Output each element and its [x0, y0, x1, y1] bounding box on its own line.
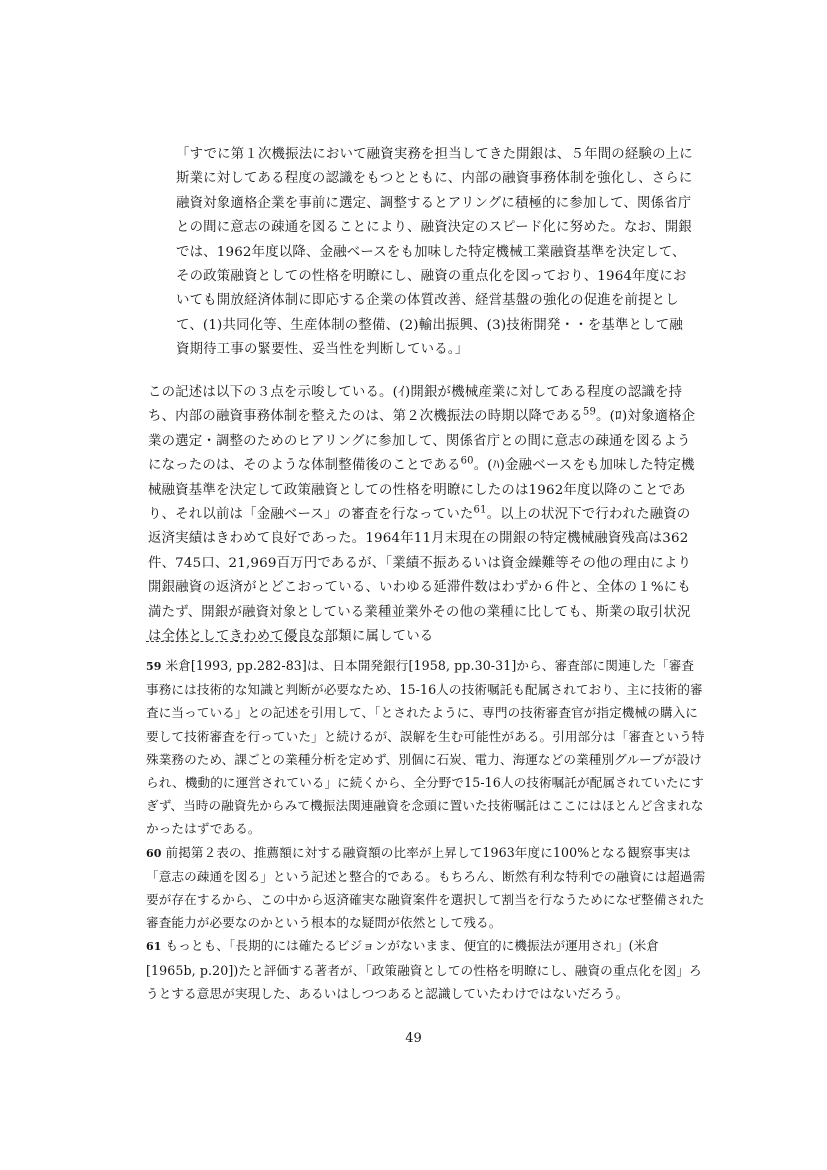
- body-text-part-4: 。以上の状況下で行われた融資の返済実績はきわめて良好であった。1964年11月末現在の開銀の特定機械融資残高は362件、745口、21,969百万円であるが、「業績不振あるいは資金繰難等その他の理由により開銀融資の返済がとどこおっている、いわゆる延滞件数はわずか６件と、全体の１%にも満たず、開銀が融資対象としている業種並業外その他の業種に比しても、斯業の取引状況は全体としてきわめて優良な部類に属している: [148, 507, 692, 645]
- footnotes: [146, 654, 706, 1005]
- footnote-59: [146, 654, 706, 841]
- footnote-ref-60[interactable]: 60: [460, 455, 474, 467]
- footnote-ref-61[interactable]: 61: [473, 504, 487, 516]
- footnote-text: 前掲第２表の、推薦額に対する融資額の比率が上昇して1963年度に100%となる観察事実は「意志の疎通を図る」という記述と整合的である。もちろん、断然有利な特利での融資には超過需要が存在するから、この中から返済確実な融資案件を選択して割当を行なうためになぜ整備された審査能力が必要なのかという根本的な疑問が依然として残る。: [146, 844, 706, 931]
- footnote-60: [146, 841, 706, 935]
- footnote-61: [146, 934, 706, 1005]
- footnote-number: 61: [146, 940, 162, 954]
- footnote-separator: [146, 641, 332, 642]
- body-paragraph: [148, 381, 696, 649]
- body-text-part-1: この記述は以下の３点を示唆している。(ｲ)開銀が機械産業に対してある程度の認識を持ち、内部の融資事務体制を整えたのは、第２次機振法の時期以降である: [148, 385, 683, 425]
- footnote-text: もっとも、「長期的には確たるビジョンがないまま、便宜的に機振法が運用され」(米倉[1965b, p.20])たと評価する著者が、「政策融資としての性格を明瞭にし、融資の重点化を図」ろうとする意思が実現した、あるいはしつつあると認識していたわけではないだろう。: [146, 938, 702, 1001]
- footnote-text: 米倉[1993, pp.282-83]は、日本開発銀行[1958, pp.30-31]から、審査部に関連した「審査事務には技術的な知識と判断が必要なため、15-16人の技術嘱託も配属されており、主に技術的審査に当っている」との記述を引用して、「とされたように、専門の技術審査官が指定機械の購入に要して技術審査を行っていた」と続けるが、誤解を生む可能性がある。引用部分は「審査という特殊業務のため、課ごとの業種分析を定めず、別個に石炭、電力、海運などの業種別グループが設けられ、機動的に運営されている」に続くから、全分野で15-16人の技術嘱託が配属されていたにすぎず、当時の融資先からみて機振法関連融資を念頭に置いた技術嘱託はここにはほとんど含まれなかったはずである。: [146, 658, 705, 837]
- page-number: 49: [405, 1031, 422, 1046]
- footnote-number: 59: [146, 660, 162, 673]
- quoted-passage: 「すでに第１次機振法において融資実務を担当してきた開銀は、５年間の経験の上に斯業に対してある程度の認識をもつとともに、内部の融資事務体制を強化し、さらに融資対象適格企業を事前に選定、調整するとアリングに積極的に参加して、関係省庁との間に意志の疎通を図ることにより、融資決定のスピード化に努めた。なお、開銀では、1962年度以降、金融ベースをも加味した特定機械工業融資基準を決定して、その政策融資としての性格を明瞭にし、融資の重点化を図っており、1964年度においても開放経済体制に即応する企業の体質改善、経営基盤の強化の促進を前提として、(1)共同化等、生産体制の整備、(2)輸出振興、(3)技術開発・・を基準として融資期待工事の緊要性、妥当性を判断している。」: [176, 147, 693, 358]
- footnote-number: 60: [146, 846, 162, 860]
- body-text-part-3: 。(ﾊ)金融ベースをも加味した特定機械融資基準を決定して政策融資としての性格を明瞭にしたのは1962年度以降のことであり、それ以前は「金融ベース」の審査を行なっていた: [148, 458, 695, 523]
- footnote-ref-59[interactable]: 59: [582, 406, 597, 418]
- body-text-part-2: 。(ﾛ)対象適格企業の選定・調整のためのヒアリングに参加して、関係省庁との間に意志の疎通を図るようになったのは、そのような体制整備後のことである: [148, 409, 696, 474]
